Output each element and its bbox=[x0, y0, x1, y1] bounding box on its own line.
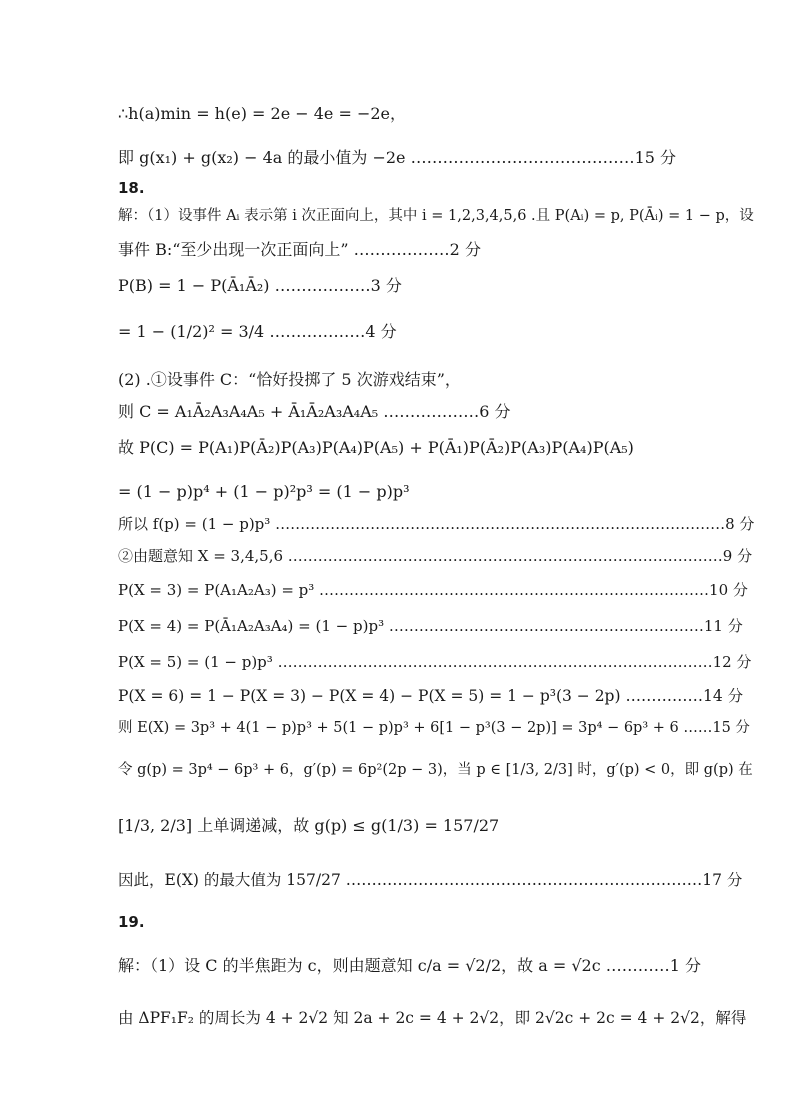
solution-line: P(X = 3) = P(A₁A₂A₃) = p³ ……………………………………………………………………10 分 bbox=[118, 581, 748, 599]
solution-line: P(B) = 1 − P(Ā₁Ā₂) ………………3 分 bbox=[118, 276, 402, 295]
solution-line: 解：（1）设 C 的半焦距为 c，则由题意知 c/a = √2/2，故 a = √2c …………1 分 bbox=[118, 956, 702, 975]
question-number: 18. bbox=[118, 179, 145, 197]
solution-line: = 1 − (1/2)² = 3/4 ………………4 分 bbox=[118, 322, 397, 341]
solution-line: 因此，E(X) 的最大值为 157/27 ……………………………………………………………17 分 bbox=[118, 871, 743, 889]
solution-line: = (1 − p)p⁴ + (1 − p)²p³ = (1 − p)p³ bbox=[118, 482, 410, 501]
solution-line: 事件 B:“至少出现一次正面向上” ………………2 分 bbox=[118, 240, 481, 259]
solution-line: 解：（1）设事件 Aᵢ 表示第 i 次正面向上，其中 i = 1,2,3,4,5,6 .且 P(Aᵢ) = p, P(Āᵢ) = 1 − p，设 bbox=[118, 208, 754, 224]
solution-line: 令 g(p) = 3p⁴ − 6p³ + 6，g′(p) = 6p²(2p − 3)，当 p ∈ [1/3, 2/3] 时，g′(p) < 0，即 g(p) 在 bbox=[118, 762, 753, 778]
solution-line: P(X = 4) = P(Ā₁A₂A₃A₄) = (1 − p)p³ ………………………………………………………11 分 bbox=[118, 617, 743, 635]
solution-line: ②由题意知 X = 3,4,5,6 ……………………………………………………………………………9 分 bbox=[118, 547, 753, 565]
solution-line: (2) .①设事件 C：“恰好投掷了 5 次游戏结束”， bbox=[118, 370, 461, 389]
solution-line: P(X = 6) = 1 − P(X = 3) − P(X = 4) − P(X = 5) = 1 − p³(3 − 2p) ……………14 分 bbox=[118, 687, 744, 705]
solution-line: 所以 f(p) = (1 − p)p³ ………………………………………………………………………………8 分 bbox=[118, 515, 755, 533]
question-number: 19. bbox=[118, 913, 145, 931]
solution-line: P(X = 5) = (1 − p)p³ ……………………………………………………………………………12 分 bbox=[118, 653, 752, 671]
solution-line: 由 ΔPF₁F₂ 的周长为 4 + 2√2 知 2a + 2c = 4 + 2√2，即 2√2c + 2c = 4 + 2√2，解得 bbox=[118, 1009, 747, 1027]
solution-line: ∴h(a)min = h(e) = 2e − 4e = −2e， bbox=[118, 104, 407, 123]
solution-line: 故 P(C) = P(A₁)P(Ā₂)P(A₃)P(A₄)P(A₅) + P(Ā₁)P(Ā₂)P(A₃)P(A₄)P(A₅) bbox=[118, 438, 634, 457]
solution-line: [1/3, 2/3] 上单调递减，故 g(p) ≤ g(1/3) = 157/27 bbox=[118, 816, 500, 835]
solution-line: 则 C = A₁Ā₂A₃A₄A₅ + Ā₁Ā₂A₃A₄A₅ ………………6 分 bbox=[118, 402, 511, 421]
solution-line: 则 E(X) = 3p³ + 4(1 − p)p³ + 5(1 − p)p³ + 6[1 − p³(3 − 2p)] = 3p⁴ − 6p³ + 6 ……15 分 bbox=[118, 720, 750, 736]
solution-line: 即 g(x₁) + g(x₂) − 4a 的最小值为 −2e ……………………………………15 分 bbox=[118, 148, 677, 167]
